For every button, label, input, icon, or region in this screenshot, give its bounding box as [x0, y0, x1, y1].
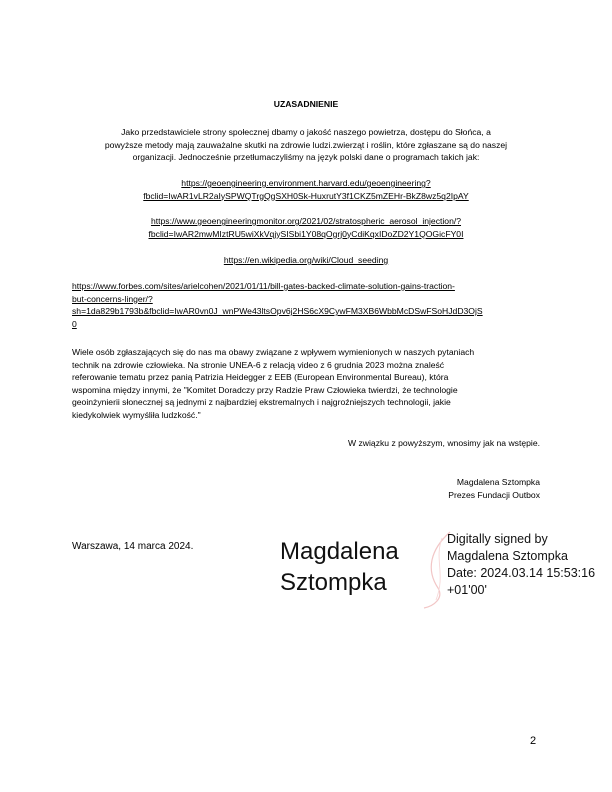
link-forbes-line-1[interactable]: https://www.forbes.com/sites/arielcohen/2021/01/11/bill-gates-backed-climate-solution-gains-traction-	[72, 281, 455, 291]
signer-name: Magdalena Sztompka	[456, 477, 540, 487]
concern-line-2: technik na zdrowie człowieka. Na stronie UNEA-6 z relacją video z 6 grudnia 2023 można znaleść	[72, 359, 445, 370]
page-title: UZASADNIENIE	[273, 99, 339, 109]
signature-info-line-2: Magdalena Sztompka	[447, 549, 568, 563]
link-wikipedia-line-1[interactable]: https://en.wikipedia.org/wiki/Cloud_seeding	[223, 255, 389, 265]
signature-info-line-3: Date: 2024.03.14 15:53:16	[447, 566, 596, 580]
digital-signature-info	[447, 531, 595, 599]
link-forbes-line-4[interactable]: 0	[72, 318, 77, 329]
signature-name	[280, 536, 399, 598]
link-forbes-line-3[interactable]: sh=1da829b1793b&fbclid=IwAR0vn0J_wnPWe43ltsOpv6j2HS6cX9CywFM3XB6WbbMcDSwFSoHJdD3OjS	[72, 306, 483, 316]
intro-paragraph	[72, 126, 540, 164]
concern-line-1: Wiele osób zgłaszających się do nas ma obawy związane z wpływem wymienionych w naszych pytaniach	[72, 347, 475, 357]
link-forbes-line-2[interactable]: but-concerns-linger/?	[72, 293, 153, 304]
link-forbes[interactable]	[72, 280, 542, 330]
concern-line-5: geoinżynierii słonecznej są jednymi z najbardziej ekstremalnych i najgroźniejszych technologii, jakie	[72, 397, 451, 407]
signer-block	[448, 476, 540, 501]
closing-statement: W związku z powyższym, wnosimy jak na wstępie.	[348, 438, 540, 448]
signer-title: Prezes Fundacji Outbox	[448, 489, 540, 500]
concern-line-4: wspomina między innymi, że "Komitet Doradczy przy Radzie Praw Człowieka twierdzi, że technologie	[72, 384, 458, 395]
link-harvard[interactable]	[72, 177, 540, 202]
link-monitor-line-2[interactable]: fbclid=IwAR2mwMIztRU5wiXkVqjySISbi1Y08qOgrj0yCdiKqxIDoZD2Y1QOGicFY0I	[148, 228, 464, 239]
signature-last-name: Sztompka	[280, 569, 387, 596]
intro-line-2: powyższe metody mają zauważalne skutki na zdrowie ludzi.zwierząt i roślin, które zgłaszane są do naszej	[104, 139, 508, 150]
concern-line-6: kiedykolwiek wymyśliła ludzkość."	[72, 409, 201, 420]
link-harvard-line-2[interactable]: fbclid=IwAR1vLR2aIySPWQTrgQgSXH0Sk-HuxrutY3f1CKZ5mZEHr-BkZ8wz5q2IpAY	[143, 190, 469, 201]
concern-paragraph	[72, 346, 542, 421]
intro-line-3: organizacji. Jednocześnie przetłumaczyliśmy na język polski dane o programach takich jak:	[132, 152, 480, 162]
page-number: 2	[530, 735, 537, 747]
link-wikipedia[interactable]	[72, 254, 540, 267]
link-monitor-line-1[interactable]: https://www.geoengineeringmonitor.org/2021/02/stratospheric_aerosol_injection/?	[150, 216, 462, 226]
link-geoengineering-monitor[interactable]	[72, 215, 540, 240]
signature-info-line-1: Digitally signed by	[447, 532, 548, 546]
place-date: Warszawa, 14 marca 2024.	[72, 541, 194, 552]
signature-first-name: Magdalena	[280, 538, 399, 565]
intro-line-1: Jako przedstawiciele strony społecznej dbamy o jakość naszego powietrza, dostępu do Słońca, a	[121, 127, 491, 137]
concern-line-3: referowanie tematu przez panią Patrizia Heidegger z EEB (European Environmental Bureau), która	[72, 372, 449, 382]
signature-info-line-4: +01'00'	[447, 583, 487, 597]
link-harvard-line-1[interactable]: https://geoengineering.environment.harvard.edu/geoengineering?	[181, 178, 431, 188]
